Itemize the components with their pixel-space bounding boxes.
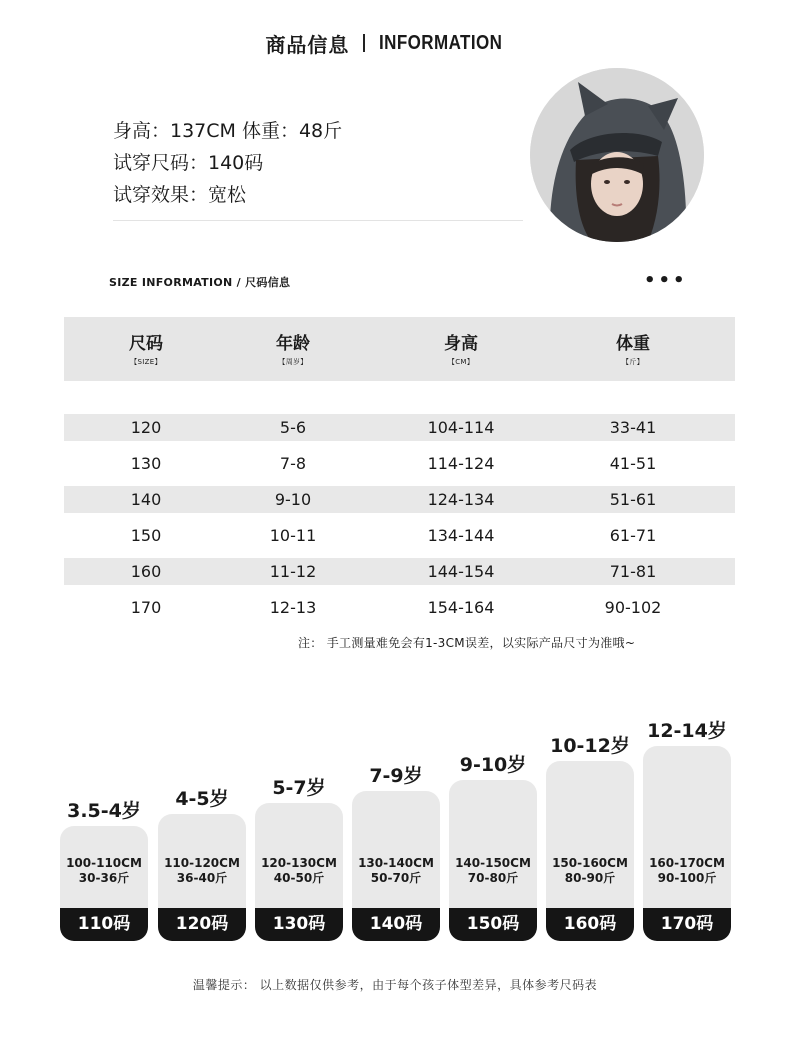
card-measurements: 130-140CM 50-70斤 xyxy=(358,856,434,885)
card-age-label: 3.5-4岁 xyxy=(67,800,141,822)
card-measurements: 110-120CM 36-40斤 xyxy=(164,856,240,885)
model-fit-effect: 试穿效果：宽松 xyxy=(113,184,247,206)
card-size-label: 160码 xyxy=(546,908,634,941)
card-age-label: 9-10岁 xyxy=(459,754,527,776)
divider-line xyxy=(113,220,523,221)
card-age-label: 10-12岁 xyxy=(550,735,630,757)
table-row: 130 7-8 114-124 41-51 xyxy=(130,454,657,473)
card-size-label: 150码 xyxy=(449,908,537,941)
card-age-label: 5-7岁 xyxy=(272,777,326,799)
card-age-label: 12-14岁 xyxy=(647,720,727,742)
header-divider xyxy=(363,34,365,52)
size-table-header xyxy=(64,317,735,381)
card-age-label: 4-5岁 xyxy=(175,788,229,810)
table-row: 140 9-10 124-134 51-61 xyxy=(64,486,735,513)
card-measurements: 100-110CM 30-36斤 xyxy=(66,856,142,885)
model-fit-size: 试穿尺码：140码 xyxy=(113,152,264,174)
page-header xyxy=(0,28,790,58)
header-height: 身高 【CM】 xyxy=(444,334,478,366)
footer-tip: 温馨提示： 以上数据仅供参考，由于每个孩子体型差异，具体参考尺码表 xyxy=(192,978,598,992)
header-weight: 体重 【斤】 xyxy=(616,334,650,366)
size-card xyxy=(449,780,537,908)
card-measurements: 140-150CM 70-80斤 xyxy=(455,856,531,885)
header-age: 年龄 【周岁】 xyxy=(276,334,310,366)
table-row: 150 10-11 134-144 61-71 xyxy=(130,526,657,545)
model-photo xyxy=(530,68,704,242)
size-card xyxy=(352,791,440,908)
table-row: 120 5-6 104-114 33-41 xyxy=(64,414,735,441)
card-size-label: 170码 xyxy=(643,908,731,941)
card-measurements: 120-130CM 40-50斤 xyxy=(261,856,337,885)
more-dots-icon: ••• xyxy=(644,270,688,291)
table-row: 170 12-13 154-164 90-102 xyxy=(130,598,662,617)
header-title-cn: 商品信息 xyxy=(265,32,350,57)
size-info-heading: SIZE INFORMATION / 尺码信息 xyxy=(109,276,291,289)
header-title-en: INFORMATION xyxy=(379,31,503,54)
card-size-label: 130码 xyxy=(255,908,343,941)
model-height-weight: 身高：137CM 体重：48斤 xyxy=(113,120,343,142)
card-size-label: 120码 xyxy=(158,908,246,941)
card-age-label: 7-9岁 xyxy=(369,765,423,787)
measurement-note: 注： 手工测量难免会有1-3CM误差，以实际产品尺寸为准哦~ xyxy=(298,636,636,650)
card-measurements: 150-160CM 80-90斤 xyxy=(552,856,628,885)
card-size-label: 140码 xyxy=(352,908,440,941)
card-size-label: 110码 xyxy=(60,908,148,941)
table-row: 160 11-12 144-154 71-81 xyxy=(64,558,735,585)
header-size: 尺码 【SIZE】 xyxy=(129,334,163,366)
card-measurements: 160-170CM 90-100斤 xyxy=(649,856,725,885)
